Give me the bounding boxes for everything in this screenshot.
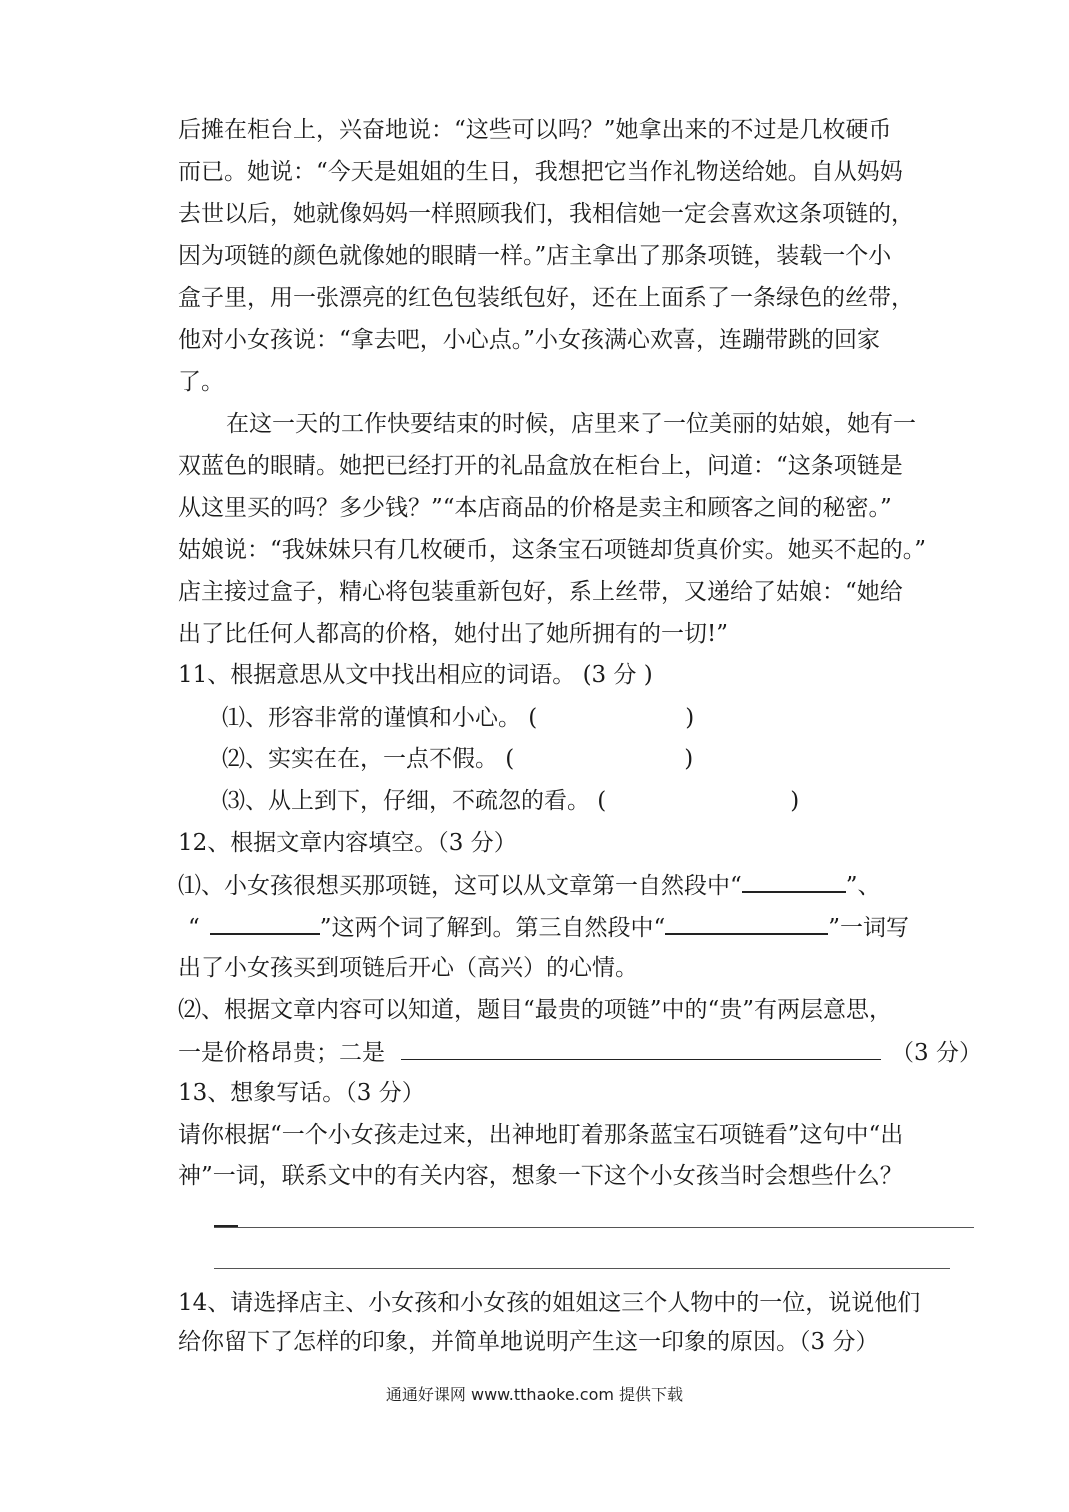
q13-line-1: 请你根据“一个小女孩走过来，出神地盯着那条蓝宝石项链看”这句中“出 [178,1122,904,1148]
passage-line: 在这一天的工作快要结束的时候，店里来了一位美丽的姑娘，她有一 [226,411,916,437]
q12-text: ”这两个词了解到。第三自然段中“ [319,915,666,941]
q11-item-2 [222,744,693,774]
passage-line: 他对小女孩说：“拿去吧，小心点。”小女孩满心欢喜，连蹦带跳的回家 [178,327,881,353]
q12-blank-word-1[interactable] [742,869,846,893]
answer-line-mark [214,1225,238,1227]
passage-line: 而已。她说：“今天是姐姐的生日，我想把它当作礼物送给她。自从妈妈 [178,159,903,185]
q12-text: “ [188,915,200,941]
q11-item-close: ) [684,746,694,772]
question-14-line-1: 14、请选择店主、小女孩和小女孩的姐姐这三个人物中的一位，说说他们 [178,1290,921,1316]
q13-line-2: 神”一词，联系文中的有关内容，想象一下这个小女孩当时会想些什么？ [178,1163,903,1189]
passage-line: 后摊在柜台上，兴奋地说：“这些可以吗？”她拿出来的不过是几枚硬币 [178,117,892,143]
q12-text: ⑴、小女孩很想买那项链，这可以从文章第一自然段中“ [178,873,742,899]
q12-answer-blank[interactable] [401,1037,881,1060]
q12-line-1 [178,869,881,899]
answer-line-1[interactable] [214,1227,974,1228]
q12-line-5 [178,1037,982,1067]
passage-line: 姑娘说：“我妹妹只有几枚硬币，这条宝石项链却货真价实。她买不起的。” [178,537,927,563]
q12-line-3: 出了小女孩买到项链后开心（高兴）的心情。 [178,955,638,981]
q12-blank-word-2[interactable] [210,911,320,935]
passage-line: 店主接过盒子，精心将包装重新包好，系上丝带，又递给了姑娘：“她给 [178,579,903,605]
q11-item-text: ⑶、从上到下，仔细，不疏忽的看。 ( [222,788,607,814]
passage-line: 了。 [178,369,224,395]
q12-line-4: ⑵、根据文章内容可以知道，题目“最贵的项链”中的“贵”有两层意思， [178,997,893,1023]
answer-line-2[interactable] [214,1268,950,1269]
q12-blank-word-3[interactable] [665,911,828,935]
q11-item-1 [222,703,694,733]
q11-item-close: ) [685,705,695,731]
passage-line: 出了比任何人都高的价格，她付出了她所拥有的一切!” [178,621,729,647]
q12-line-2 [188,911,909,941]
q11-item-text: ⑴、形容非常的谨慎和小心。 ( [222,705,538,731]
q12-score: （3 分） [891,1040,982,1066]
q11-item-close: ) [790,788,800,814]
passage-line: 去世以后，她就像妈妈一样照顾我们，我相信她一定会喜欢这条项链的， [178,201,914,227]
passage-line: 盒子里，用一张漂亮的红色包装纸包好，还在上面系了一条绿色的丝带， [178,285,914,311]
passage-line: 从这里买的吗？多少钱？”“本店商品的价格是卖主和顾客之间的秘密。” [178,495,892,521]
page-footer: 通通好课网 www.tthaoke.com 提供下载 [385,1385,684,1404]
question-13-title: 13、想象写话。（3 分） [178,1080,425,1106]
question-14-line-2: 给你留下了怎样的印象，并简单地说明产生这一印象的原因。（3 分） [178,1329,879,1355]
q12-text: ”一词写 [828,915,910,941]
q11-item-text: ⑵、实实在在，一点不假。 ( [222,746,515,772]
question-12-title: 12、根据文章内容填空。（3 分） [178,830,517,856]
question-11-title: 11、根据意思从文中找出相应的词语。 (3 分 ) [178,662,653,688]
passage-line: 双蓝色的眼睛。她把已经打开的礼品盒放在柜台上，问道：“这条项链是 [178,453,903,479]
q11-item-3 [222,786,799,816]
passage-line: 因为项链的颜色就像她的眼睛一样。”店主拿出了那条项链，装载一个小 [178,243,892,269]
q12-text: ”、 [845,873,881,899]
q12-text: 一是价格昂贵；二是 [178,1040,385,1066]
